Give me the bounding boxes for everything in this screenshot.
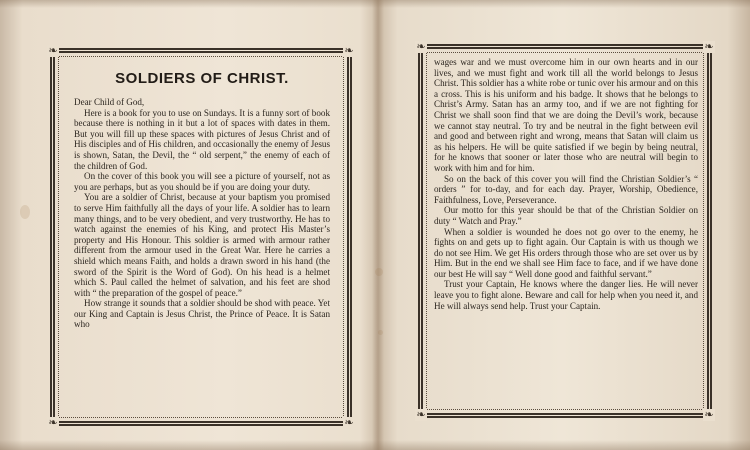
paragraph: wages war and we must overcome him in our own hearts and in our lives, and we must fight and work till all the world belongs to Jesus Christ. This soldier has a white robe or tunic over his armour and on this a cross. This is his uniform and his badge. It shows that he belongs to Christ’s Army. Satan has an army too, and if we are not fighting for Christ we shall soon find that we are doing the Devil’s work, because we cannot stay neutral. To try and be neutral in the fight between evil and good and between right and wrong, means that Satan will claim us as his helpers. He will be quite satisfied if we begin by being neutral, for he knows that sooner or later those who are neutral will begin to work with him and for him. <box>434 57 698 173</box>
foxing-spot <box>20 205 30 219</box>
paragraph: So on the back of this cover you will find the Christian Soldier’s “ orders ” for to-day, and for each day. Prayer, Worship, Obedience, Faithfulness, Love, Perseverance. <box>434 173 698 205</box>
border-ornament-icon: ❧ <box>704 409 714 421</box>
page-title: SOLDIERS OF CHRIST. <box>115 70 289 87</box>
paragraph: How strange it sounds that a soldier should be shod with peace. Yet our King and Captain is Jesus Christ, the Prince of Peace. It is Satan who <box>74 298 330 330</box>
paragraph: When a soldier is wounded he does not go over to the enemy, he fights on and gets up to fight again. Our Captain is with us though we do not see Him. We get His orders through those who are set over us by Him. But in the end we shall see Him face to face, and if we have done our best He will say “ Well done good and faithful servant.” <box>434 226 698 279</box>
left-page-body <box>74 97 330 330</box>
border-ornament-icon: ❧ <box>416 409 426 421</box>
paragraph: On the cover of this book you will see a picture of yourself, not as you are perhaps, but as you should be if you are doing your duty. <box>74 171 330 192</box>
salutation: Dear Child of God, <box>74 97 145 107</box>
paragraph: You are a soldier of Christ, because at your baptism you promised to serve Him faithfully all the days of your life. A soldier has to learn many things, and to be very obedient, and very trustworthy. He has to watch against the enemies of his King, and protect His Master’s property and His Honour. This soldier is armed with armour rather different from the armour used in the Great War. Here he carries a shield which means Faith, and holds a drawn sword in his hand (the sword of the Spirit is the Word of God). On his head is a helmet which S. Paul called the helmet of salvation, and his feet are shod with “ the preparation of the gospel of peace.” <box>74 192 330 298</box>
border-ornament-icon: ❧ <box>344 417 354 429</box>
border-ornament-icon: ❧ <box>48 417 58 429</box>
border-ornament-icon: ❧ <box>48 45 58 57</box>
border-ornament-icon: ❧ <box>704 41 714 53</box>
paragraph: Here is a book for you to use on Sundays. It is a funny sort of book because there is nothing in it but a lot of spaces with dates in them. But you will fill up these spaces with pictures of Jesus Christ and of His disciples and of His children, and occasionally the enemy of Jesus is shown, Satan, the Devil, the “ old serpent,” the enemy of each of the children of God. <box>74 107 330 171</box>
right-page-body <box>434 57 698 311</box>
border-ornament-icon: ❧ <box>416 41 426 53</box>
border-ornament-icon: ❧ <box>344 45 354 57</box>
paragraph: Trust your Captain, He knows where the danger lies. He will never leave you to fight alone. Beware and call for help when you need it, and He will always send help. Trust your Captain. <box>434 279 698 311</box>
foxing-spot <box>375 268 383 276</box>
foxing-spot <box>378 330 383 335</box>
book-gutter <box>372 0 384 450</box>
paragraph: Our motto for this year should be that of the Christian Soldier on duty “ Watch and Pray.” <box>434 205 698 226</box>
